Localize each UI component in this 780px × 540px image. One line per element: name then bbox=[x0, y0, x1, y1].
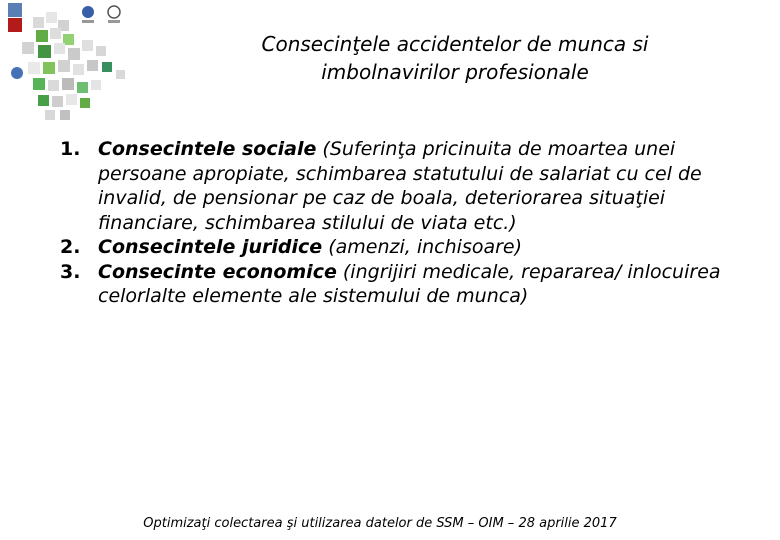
slide-footer bbox=[0, 516, 780, 531]
title-line-1: Consecinţele accidentelor de munca si bbox=[261, 32, 649, 56]
item-number: 2. bbox=[60, 236, 81, 258]
list-item bbox=[60, 235, 740, 260]
item-heading: Consecintele sociale bbox=[98, 138, 317, 160]
title-line-2: imbolnavirilor profesionale bbox=[321, 60, 589, 84]
item-number: 1. bbox=[60, 138, 81, 160]
item-number: 3. bbox=[60, 260, 81, 283]
logo-mosaic bbox=[0, 0, 135, 125]
item-text: (amenzi, inchisoare) bbox=[322, 236, 523, 258]
list-item bbox=[60, 260, 740, 309]
list-item bbox=[60, 137, 740, 235]
consequences-list bbox=[60, 137, 740, 309]
item-text: (ingrijiri medicale, repararea/ inlocuirea celorlalte elemente ale sistemului de munca) bbox=[98, 260, 721, 307]
footer-text: Optimizaţi colectarea şi utilizarea datelor de SSM – OIM – 28 aprilie 2017 bbox=[143, 516, 617, 531]
item-heading: Consecintele juridice bbox=[98, 236, 323, 258]
slide-title bbox=[200, 30, 710, 86]
item-heading: Consecinte economice bbox=[98, 260, 337, 283]
item-text: (Suferinţa pricinuita de moartea unei persoane apropiate, schimbarea statutului de salariat cu cel de invalid, de pensionar pe caz de boala, deteriorarea situaţiei financiare, schimbarea stilului de viata etc.) bbox=[98, 138, 702, 234]
